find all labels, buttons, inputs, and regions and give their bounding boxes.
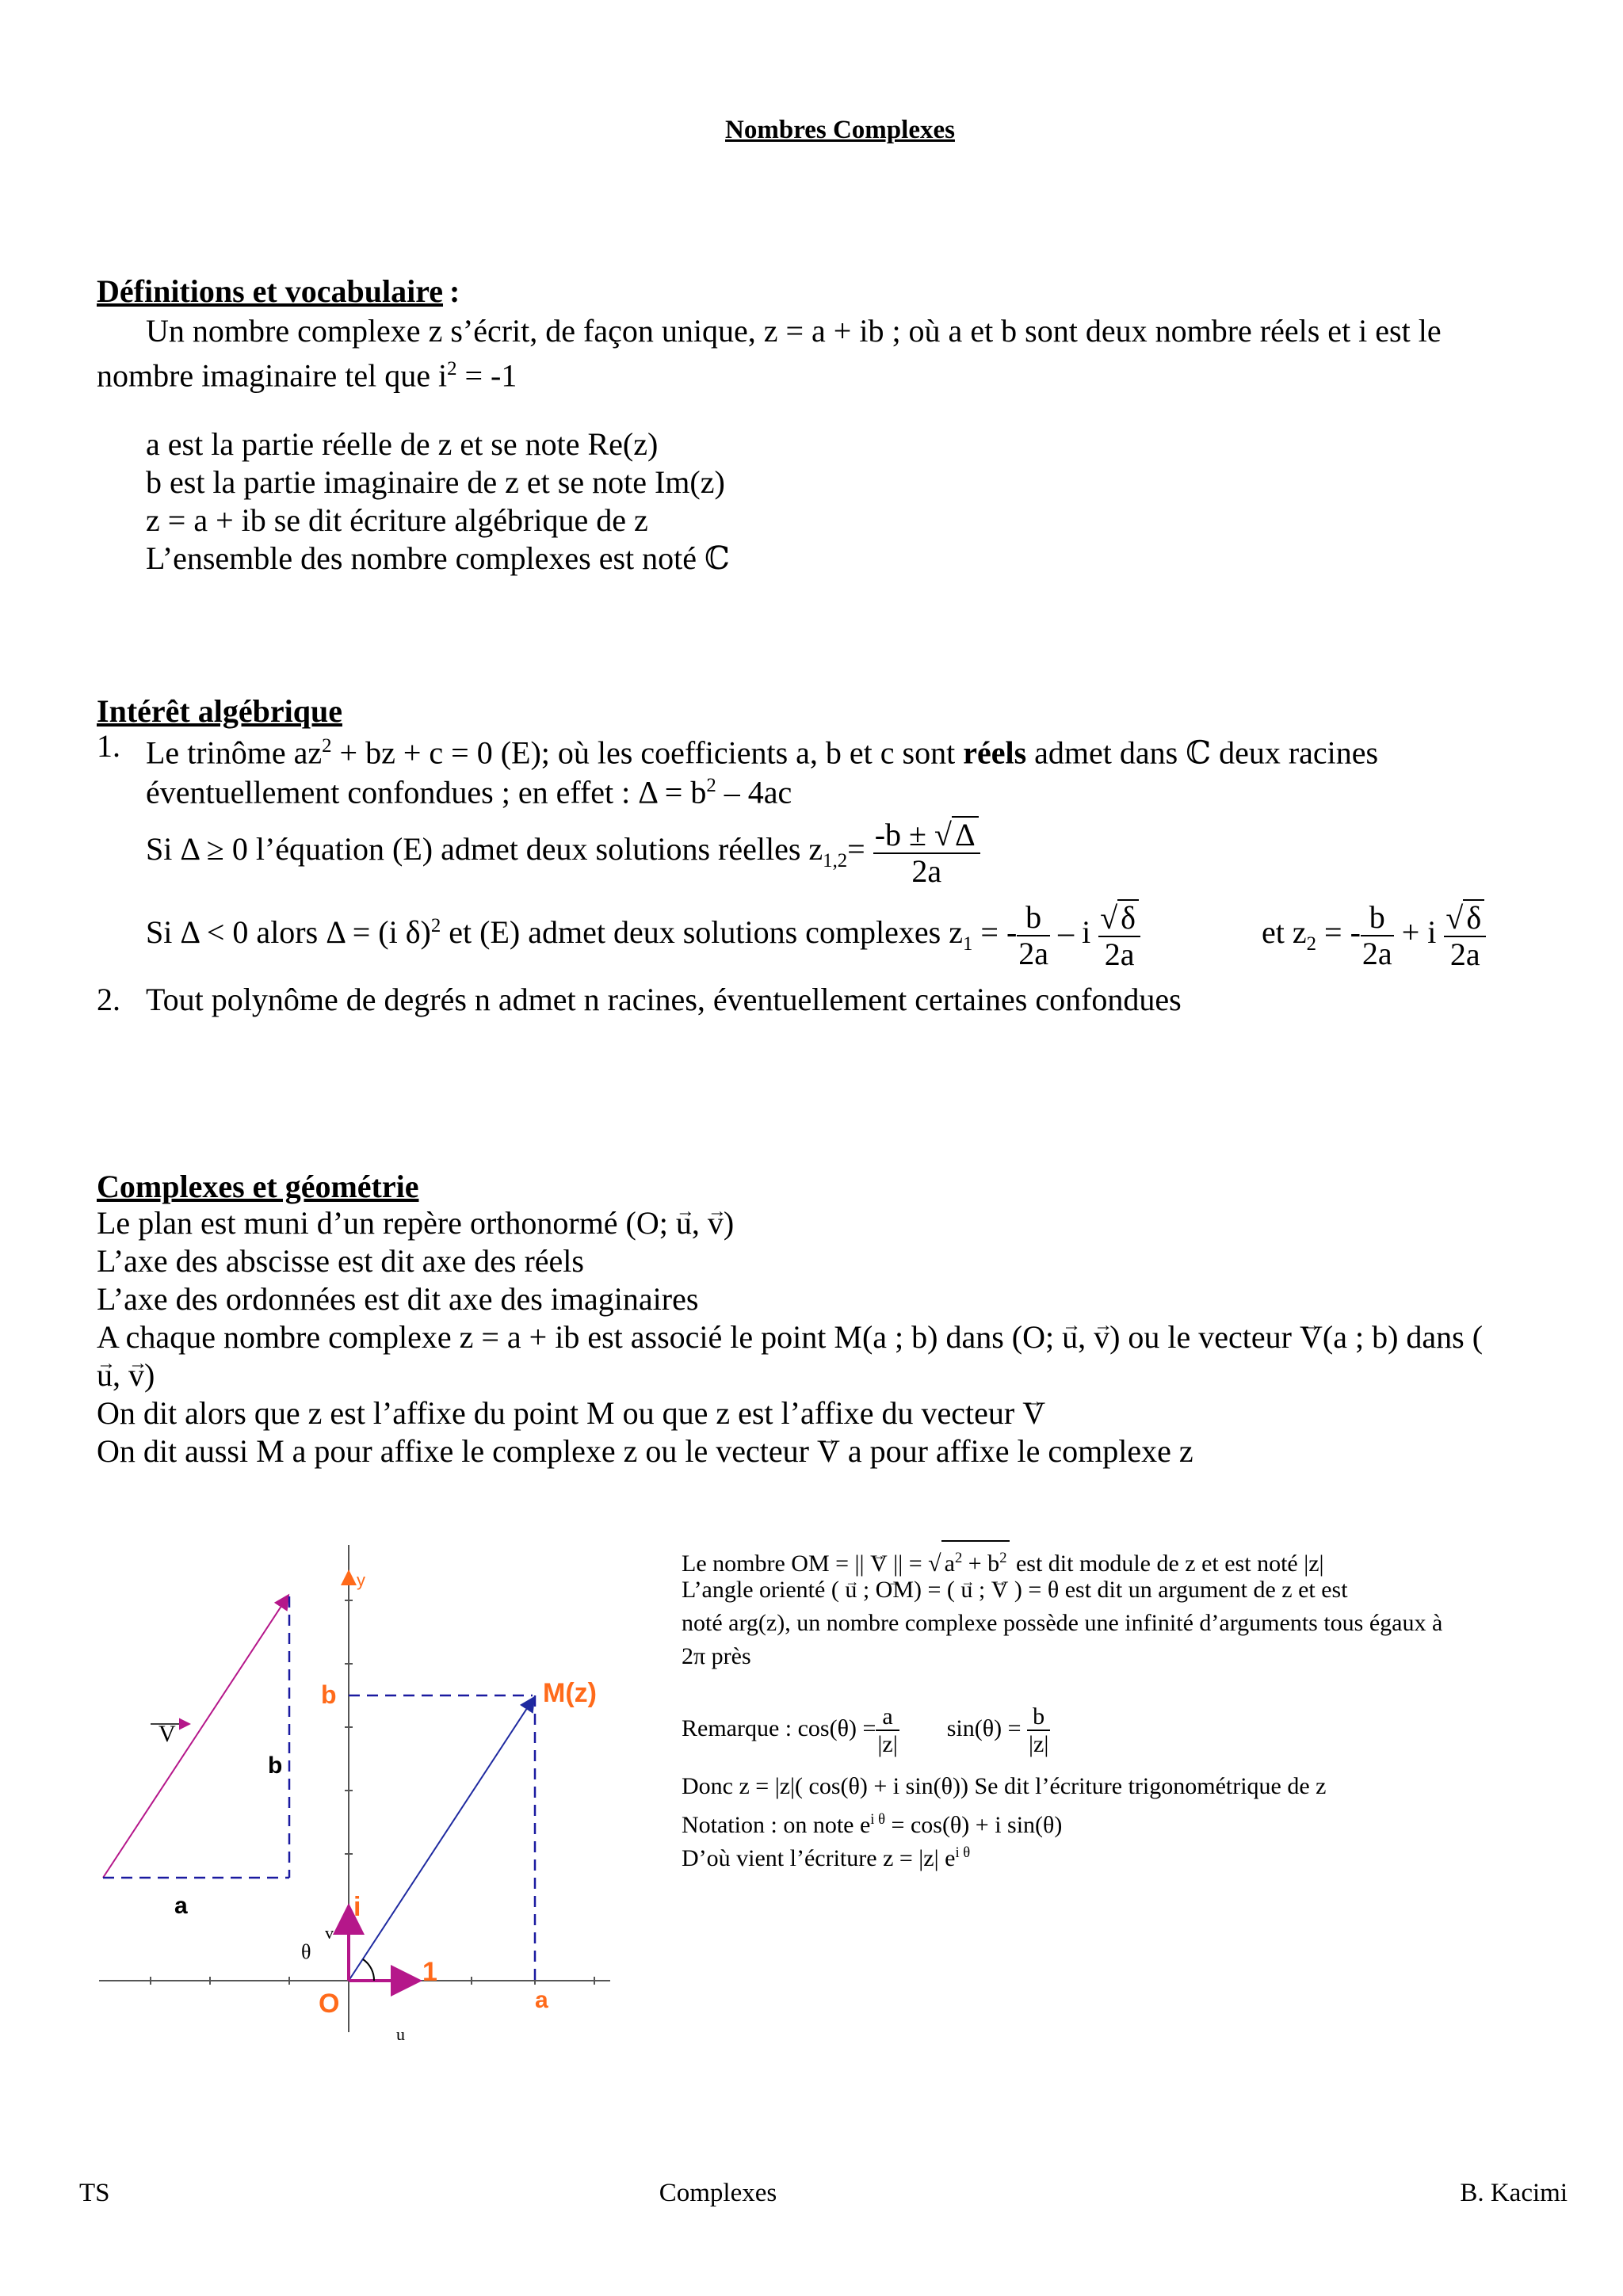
item-1-line-2-a: éventuellement confondues ; en effet : Δ = b <box>146 774 707 810</box>
complex-plane-figure <box>95 1537 618 2044</box>
side-line-2-a: L’angle orienté ( <box>682 1577 846 1603</box>
axis-ticks <box>151 1600 594 1985</box>
numerator-text: -b ± <box>874 817 935 852</box>
side-line-4: 2π près <box>682 1643 751 1669</box>
definition-line-2-text: nombre imaginaire tel que i <box>97 357 448 394</box>
list-item: a est la partie réelle de z et se note Re(z) <box>146 426 659 462</box>
label-1: 1 <box>422 1957 437 1987</box>
fraction-numerator: a <box>876 1703 899 1731</box>
comma: , <box>1078 1319 1094 1355</box>
case-2-exponent: 2 <box>430 914 441 936</box>
sqrt-delta: Δ <box>952 816 979 852</box>
fraction-solution-real <box>873 816 980 889</box>
fraction-denominator: 2a <box>911 853 942 889</box>
heading-interet: Intérêt algébrique <box>97 693 342 729</box>
vector-OM <box>349 1699 533 1981</box>
heading-definitions-text: Définitions et vocabulaire <box>97 273 444 309</box>
fraction-numerator: b <box>1027 1703 1050 1731</box>
root-plus-b: + b <box>962 1550 1000 1577</box>
plus-i: + i <box>1393 914 1445 951</box>
geometry-line-1-text: Le plan est muni d’un repère orthonormé (O; <box>97 1205 676 1241</box>
case-delta-positive <box>146 816 980 889</box>
fraction-b-over-modz <box>1027 1703 1050 1757</box>
vector-u: → u <box>845 1573 857 1607</box>
norm-bars-left: || <box>854 1550 865 1577</box>
fraction-numerator: -b ± √ Δ <box>873 816 980 854</box>
geometry-line-3: L’axe des ordonnées est dit axe des imaginaires <box>97 1281 699 1317</box>
label-v: v <box>325 1923 334 1943</box>
vector-V-arrow <box>103 1596 288 1878</box>
item-1-exponent: 2 <box>322 735 332 757</box>
case-1-text: Si Δ ≥ 0 l’équation (E) admet deux solutions réelles z <box>146 831 823 868</box>
comma: , <box>691 1205 708 1241</box>
fraction-numerator: b <box>1361 900 1394 936</box>
side-dou <box>682 1836 970 1875</box>
item-1-text-a: Le trinôme az <box>146 734 323 771</box>
vector-v: → v <box>1094 1318 1109 1356</box>
side-line-3: noté arg(z), un nombre complexe possède une infinité d’arguments tous égaux à <box>682 1610 1443 1636</box>
angle-arc <box>363 1959 374 1981</box>
side-line-1-b: est dit module de z et est noté |z| <box>1010 1550 1324 1577</box>
notation-exp: i θ <box>870 1811 886 1828</box>
side-line-2-sep: ; <box>857 1577 876 1603</box>
side-line-2-sep2: ; <box>972 1577 991 1603</box>
vector-v: → v <box>128 1356 144 1394</box>
geometry-line-6 <box>97 1394 1045 1432</box>
fraction-denominator: 2a <box>1449 936 1480 972</box>
z2-eq: = - <box>1316 914 1361 951</box>
geometry-line-4-b: ) ou le vecteur <box>1109 1319 1300 1355</box>
case-2-text-b: et (E) admet deux solutions complexes z <box>441 914 963 951</box>
label-V: V <box>158 1721 176 1747</box>
item-1-text-c: admet dans ℂ deux racines <box>1026 734 1379 771</box>
fraction-sqrt-delta-over-2a <box>1444 899 1486 972</box>
footer-center: Complexes <box>659 2179 777 2207</box>
label-b-axis: b <box>321 1680 337 1709</box>
side-line-2-c: ) = θ est dit un argument de z et est <box>1008 1577 1348 1603</box>
root-exp-1: 2 <box>954 1550 963 1566</box>
heading-colon: : <box>449 273 460 309</box>
label-theta: θ <box>301 1940 311 1963</box>
vector-u: → u <box>1062 1318 1078 1356</box>
definition-line-1: Un nombre complexe z s’écrit, de façon unique, z = a + ib ; où a et b sont deux nombre réels et i est le <box>146 313 1442 349</box>
list-item: L’ensemble des nombre complexes est noté ℂ <box>146 540 730 576</box>
remark-cos: Remarque : cos(θ) = <box>682 1714 876 1741</box>
label-O: O <box>319 1989 340 2019</box>
footer-right: B. Kacimi <box>1460 2179 1568 2207</box>
label-a-side: a <box>174 1893 188 1919</box>
definition-line-2-end: = -1 <box>456 357 517 394</box>
fraction-denominator: |z| <box>877 1731 898 1757</box>
item-1-line-2 <box>146 767 792 811</box>
geometry-line-7-a: On dit aussi M a pour affixe le complexe z ou le vecteur <box>97 1433 817 1469</box>
geometry-line-6-text: On dit alors que z est l’affixe du point M ou que z est l’affixe du vecteur <box>97 1395 1023 1431</box>
label-y: y <box>357 1570 365 1590</box>
side-line-2 <box>682 1573 1348 1607</box>
footer-left: TS <box>79 2179 110 2207</box>
fraction-a-over-modz <box>876 1703 899 1757</box>
definition-exponent: 2 <box>447 358 457 379</box>
fraction-b-over-2a <box>1361 900 1394 971</box>
side-line-1-a: Le nombre OM = <box>682 1550 855 1577</box>
dou-exp: i θ <box>955 1844 971 1861</box>
notation-b: = cos(θ) + i sin(θ) <box>885 1812 1063 1838</box>
z1-subscript: 1 <box>963 933 973 955</box>
item-2-text: Tout polynôme de degrés n admet n racines, éventuellement certaines confondues <box>146 982 1182 1017</box>
label-a-axis: a <box>535 1987 548 2013</box>
item-1-line-2-b: – 4ac <box>716 774 792 810</box>
z2-text: et z <box>1262 914 1307 951</box>
item-2-number: 2. <box>97 982 120 1017</box>
root-exp-2: 2 <box>999 1550 1007 1566</box>
comma: , <box>113 1357 128 1393</box>
fraction-denominator: |z| <box>1029 1731 1049 1757</box>
fraction-b-over-2a <box>1017 900 1050 971</box>
side-line-1-eq: = <box>903 1550 929 1577</box>
heading-geometrie: Complexes et géométrie <box>97 1169 419 1204</box>
z2-subscript: 2 <box>1306 933 1317 955</box>
sqrt-small-delta: δ <box>1117 899 1139 936</box>
close-paren: ) <box>144 1357 155 1393</box>
geometry-line-4-a: A chaque nombre complexe z = a + ib est associé le point M(a ; b) dans (O; <box>97 1319 1063 1355</box>
label-u: u <box>396 2024 405 2044</box>
geometry-line-1 <box>97 1204 734 1242</box>
fraction-numerator: √ δ <box>1444 899 1486 937</box>
minus-i: – i <box>1050 914 1099 951</box>
vector-OM: → OM <box>876 1573 914 1607</box>
page-title: Nombres Complexes <box>725 116 955 144</box>
vector-V: → V <box>1022 1394 1045 1432</box>
remark-sin: sin(θ) = <box>946 1714 1027 1741</box>
list-item: b est la partie imaginaire de z et se note Im(z) <box>146 464 725 500</box>
case-2-text-a: Si Δ < 0 alors Δ = (i δ) <box>146 914 431 951</box>
remark-line <box>682 1703 1050 1757</box>
close-paren: ) <box>723 1205 735 1241</box>
sqrt-small-delta: δ <box>1463 899 1484 936</box>
geometry-line-4 <box>97 1318 1483 1356</box>
case-delta-negative-z2 <box>1262 899 1486 972</box>
vector-u: → u <box>960 1573 972 1607</box>
fraction-numerator: √ δ <box>1098 899 1140 937</box>
case-1-subscript: 1,2 <box>823 850 848 872</box>
dou-a: D’où vient l’écriture z = |z| e <box>682 1845 956 1871</box>
fraction-denominator: 2a <box>1104 936 1135 972</box>
geometry-line-7 <box>97 1432 1193 1470</box>
item-1-line-1 <box>146 727 1378 772</box>
label-i: i <box>353 1892 361 1922</box>
vector-V: → V <box>1300 1318 1323 1356</box>
case-delta-negative <box>146 899 1140 972</box>
vector-u: → u <box>676 1204 692 1242</box>
vector-V: → V <box>991 1573 1009 1607</box>
root-a: a <box>944 1550 955 1577</box>
geometry-line-5 <box>97 1356 155 1394</box>
fraction-numerator: b <box>1017 900 1050 936</box>
item-1-number: 1. <box>97 728 120 764</box>
heading-definitions <box>97 273 460 310</box>
z1-eq: = - <box>972 914 1018 951</box>
norm-bars-right: || <box>893 1550 903 1577</box>
item-1-bold-reels: réels <box>963 734 1027 771</box>
list-item: z = a + ib se dit écriture algébrique de z <box>146 502 648 538</box>
geometry-line-4-c: (a ; b) dans ( <box>1322 1319 1484 1355</box>
vector-v: → v <box>708 1204 724 1242</box>
side-line-2-b: ) = ( <box>914 1577 961 1603</box>
geometry-line-2: L’axe des abscisse est dit axe des réels <box>97 1243 584 1279</box>
item-1-text-b: + bz + c = 0 (E); où les coefficients a, b et c sont <box>331 734 964 771</box>
vector-V: → V <box>870 1547 888 1581</box>
case-1-eq: = <box>847 831 865 868</box>
notation-a: Notation : on note e <box>682 1812 871 1838</box>
item-1-line-2-exponent: 2 <box>706 775 716 796</box>
fraction-denominator: 2a <box>1361 936 1392 971</box>
side-donc: Donc z = |z|( cos(θ) + i sin(θ)) Se dit l’écriture trigonométrique de z <box>682 1773 1327 1799</box>
label-M: M(z) <box>543 1678 597 1708</box>
label-b-side: b <box>268 1753 283 1779</box>
geometry-line-7-b: a pour affixe le complexe z <box>839 1433 1193 1469</box>
vector-V: → V <box>817 1432 840 1470</box>
fraction-sqrt-delta-over-2a <box>1098 899 1140 972</box>
definition-line-2 <box>97 350 517 395</box>
side-line-1: Le nombre OM = || → V || = √ $a^2 + b^2$ est dit module de z et est noté |z| <box>682 1540 1324 1581</box>
fraction-denominator: 2a <box>1018 936 1049 971</box>
vector-u: → u <box>97 1356 113 1394</box>
